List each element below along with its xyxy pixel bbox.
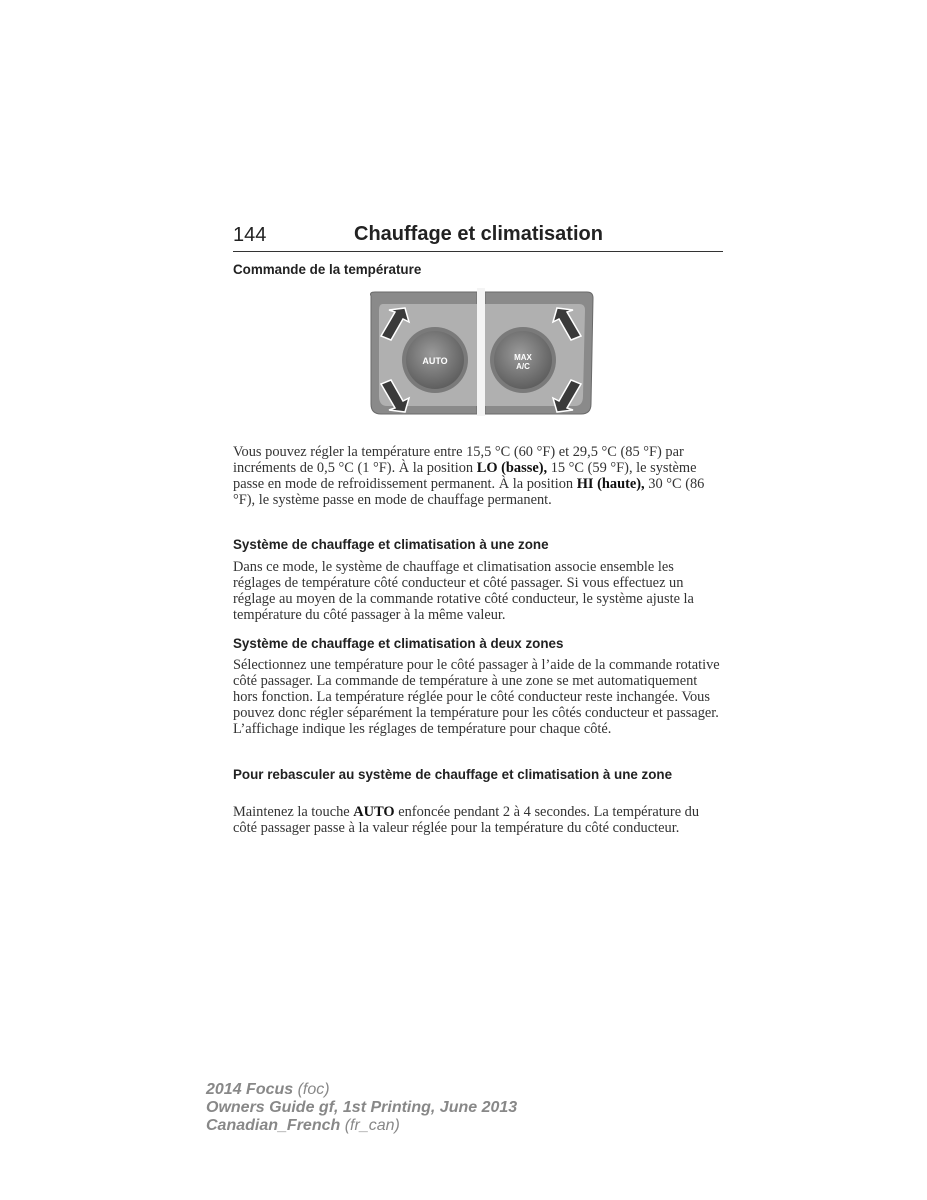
single-zone-title: Système de chauffage et climatisation à une zone [233, 537, 549, 552]
intro-paragraph: Vous pouvez régler la température entre 15,5 °C (60 °F) et 29,5 °C (85 °F) par incréments de 0,5 °C (1 °F). À la position LO (basse), 15 °C (59 °F), le système passe en mode de refroidissement permanent. À la position HI (haute), 30 °C (86 °F), le système passe en mode de chauffage permanent. [233, 444, 705, 509]
climate-control-illustration [365, 288, 597, 416]
section-title: Commande de la température [233, 262, 422, 277]
footer: 2014 Focus (foc) Owners Guide gf, 1st Printing, June 2013 Canadian_French (fr_can) [206, 1081, 518, 1134]
chapter-title: Chauffage et climatisation [354, 223, 603, 245]
max-label: MAX [514, 353, 532, 362]
dual-zone-title: Système de chauffage et climatisation à deux zones [233, 636, 564, 651]
page-number: 144 [233, 224, 267, 246]
switch-back-title: Pour rebasculer au système de chauffage et climatisation à une zone [233, 767, 673, 782]
dual-zone-paragraph: Sélectionnez une température pour le côté passager à l’aide de la commande rotative côté passager. La commande de température à une zone se met automatiquement hors fonction. La température réglée pour le côté conducteur reste inchangée. Vous pouvez donc régler séparément la température pour les côtés conducteur et passager. L’affichage indique les réglages de température pour chaque côté. [233, 657, 720, 738]
switch-back-paragraph: Maintenez la touche AUTO enfoncée pendant 2 à 4 secondes. La température du côté passager passe à la valeur réglée pour la température du côté conducteur. [233, 804, 700, 837]
page-header [233, 223, 723, 252]
auto-label: AUTO [422, 356, 448, 366]
ac-label: A/C [516, 362, 530, 371]
single-zone-paragraph: Dans ce mode, le système de chauffage et climatisation associe ensemble les réglages de température côté conducteur et côté passager. Si vous effectuez un réglage au moyen de la commande rotative côté conducteur, le système ajuste la température du côté passager à la même valeur. [233, 559, 694, 624]
